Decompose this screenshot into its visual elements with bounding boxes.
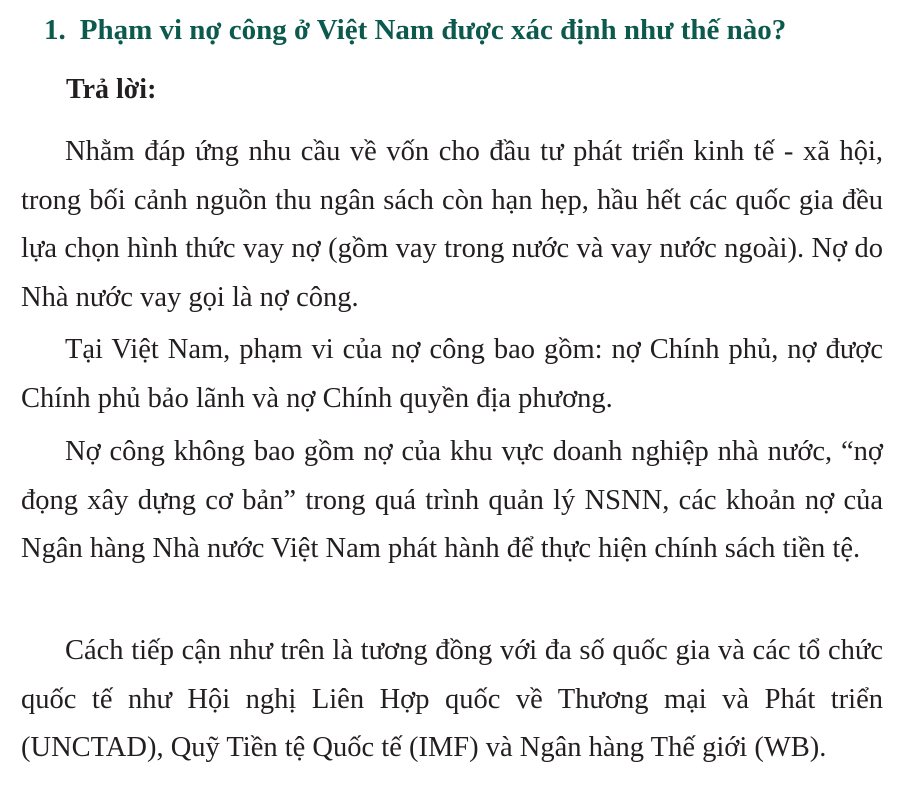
answer-label: Trả lời: [66,74,157,105]
question-number: 1. [44,14,66,46]
answer-paragraph-4: Cách tiếp cận như trên là tương đồng với đa số quốc gia và các tổ chức quốc tế như Hội nghị Liên Hợp quốc về Thương mại và Phát triển (UNCTAD), Quỹ Tiền tệ Quốc tế (IMF) và Ngân hàng Thế giới (WB). [21,635,883,763]
answer-paragraph-1: Nhằm đáp ứng nhu cầu về vốn cho đầu tư phát triển kinh tế - xã hội, trong bối cảnh nguồn thu ngân sách còn hạn hẹp, hầu hết các quốc gia đều lựa chọn hình thức vay nợ (gồm vay trong nước và vay nước ngoài). Nợ do Nhà nước vay gọi là nợ công. [21,136,883,313]
answer-paragraph-2: Tại Việt Nam, phạm vi của nợ công bao gồm: nợ Chính phủ, nợ được Chính phủ bảo lãnh và nợ Chính quyền địa phương. [21,334,883,414]
question-text: Phạm vi nợ công ở Việt Nam được xác định như thế nào? [79,14,787,46]
answer-paragraph-3: Nợ công không bao gồm nợ của khu vực doanh nghiệp nhà nước, “nợ đọng xây dựng cơ bản” trong quá trình quản lý NSNN, các khoản nợ của Ngân hàng Nhà nước Việt Nam phát hành để thực hiện chính sách tiền tệ. [21,436,883,564]
question-heading [44,10,886,50]
